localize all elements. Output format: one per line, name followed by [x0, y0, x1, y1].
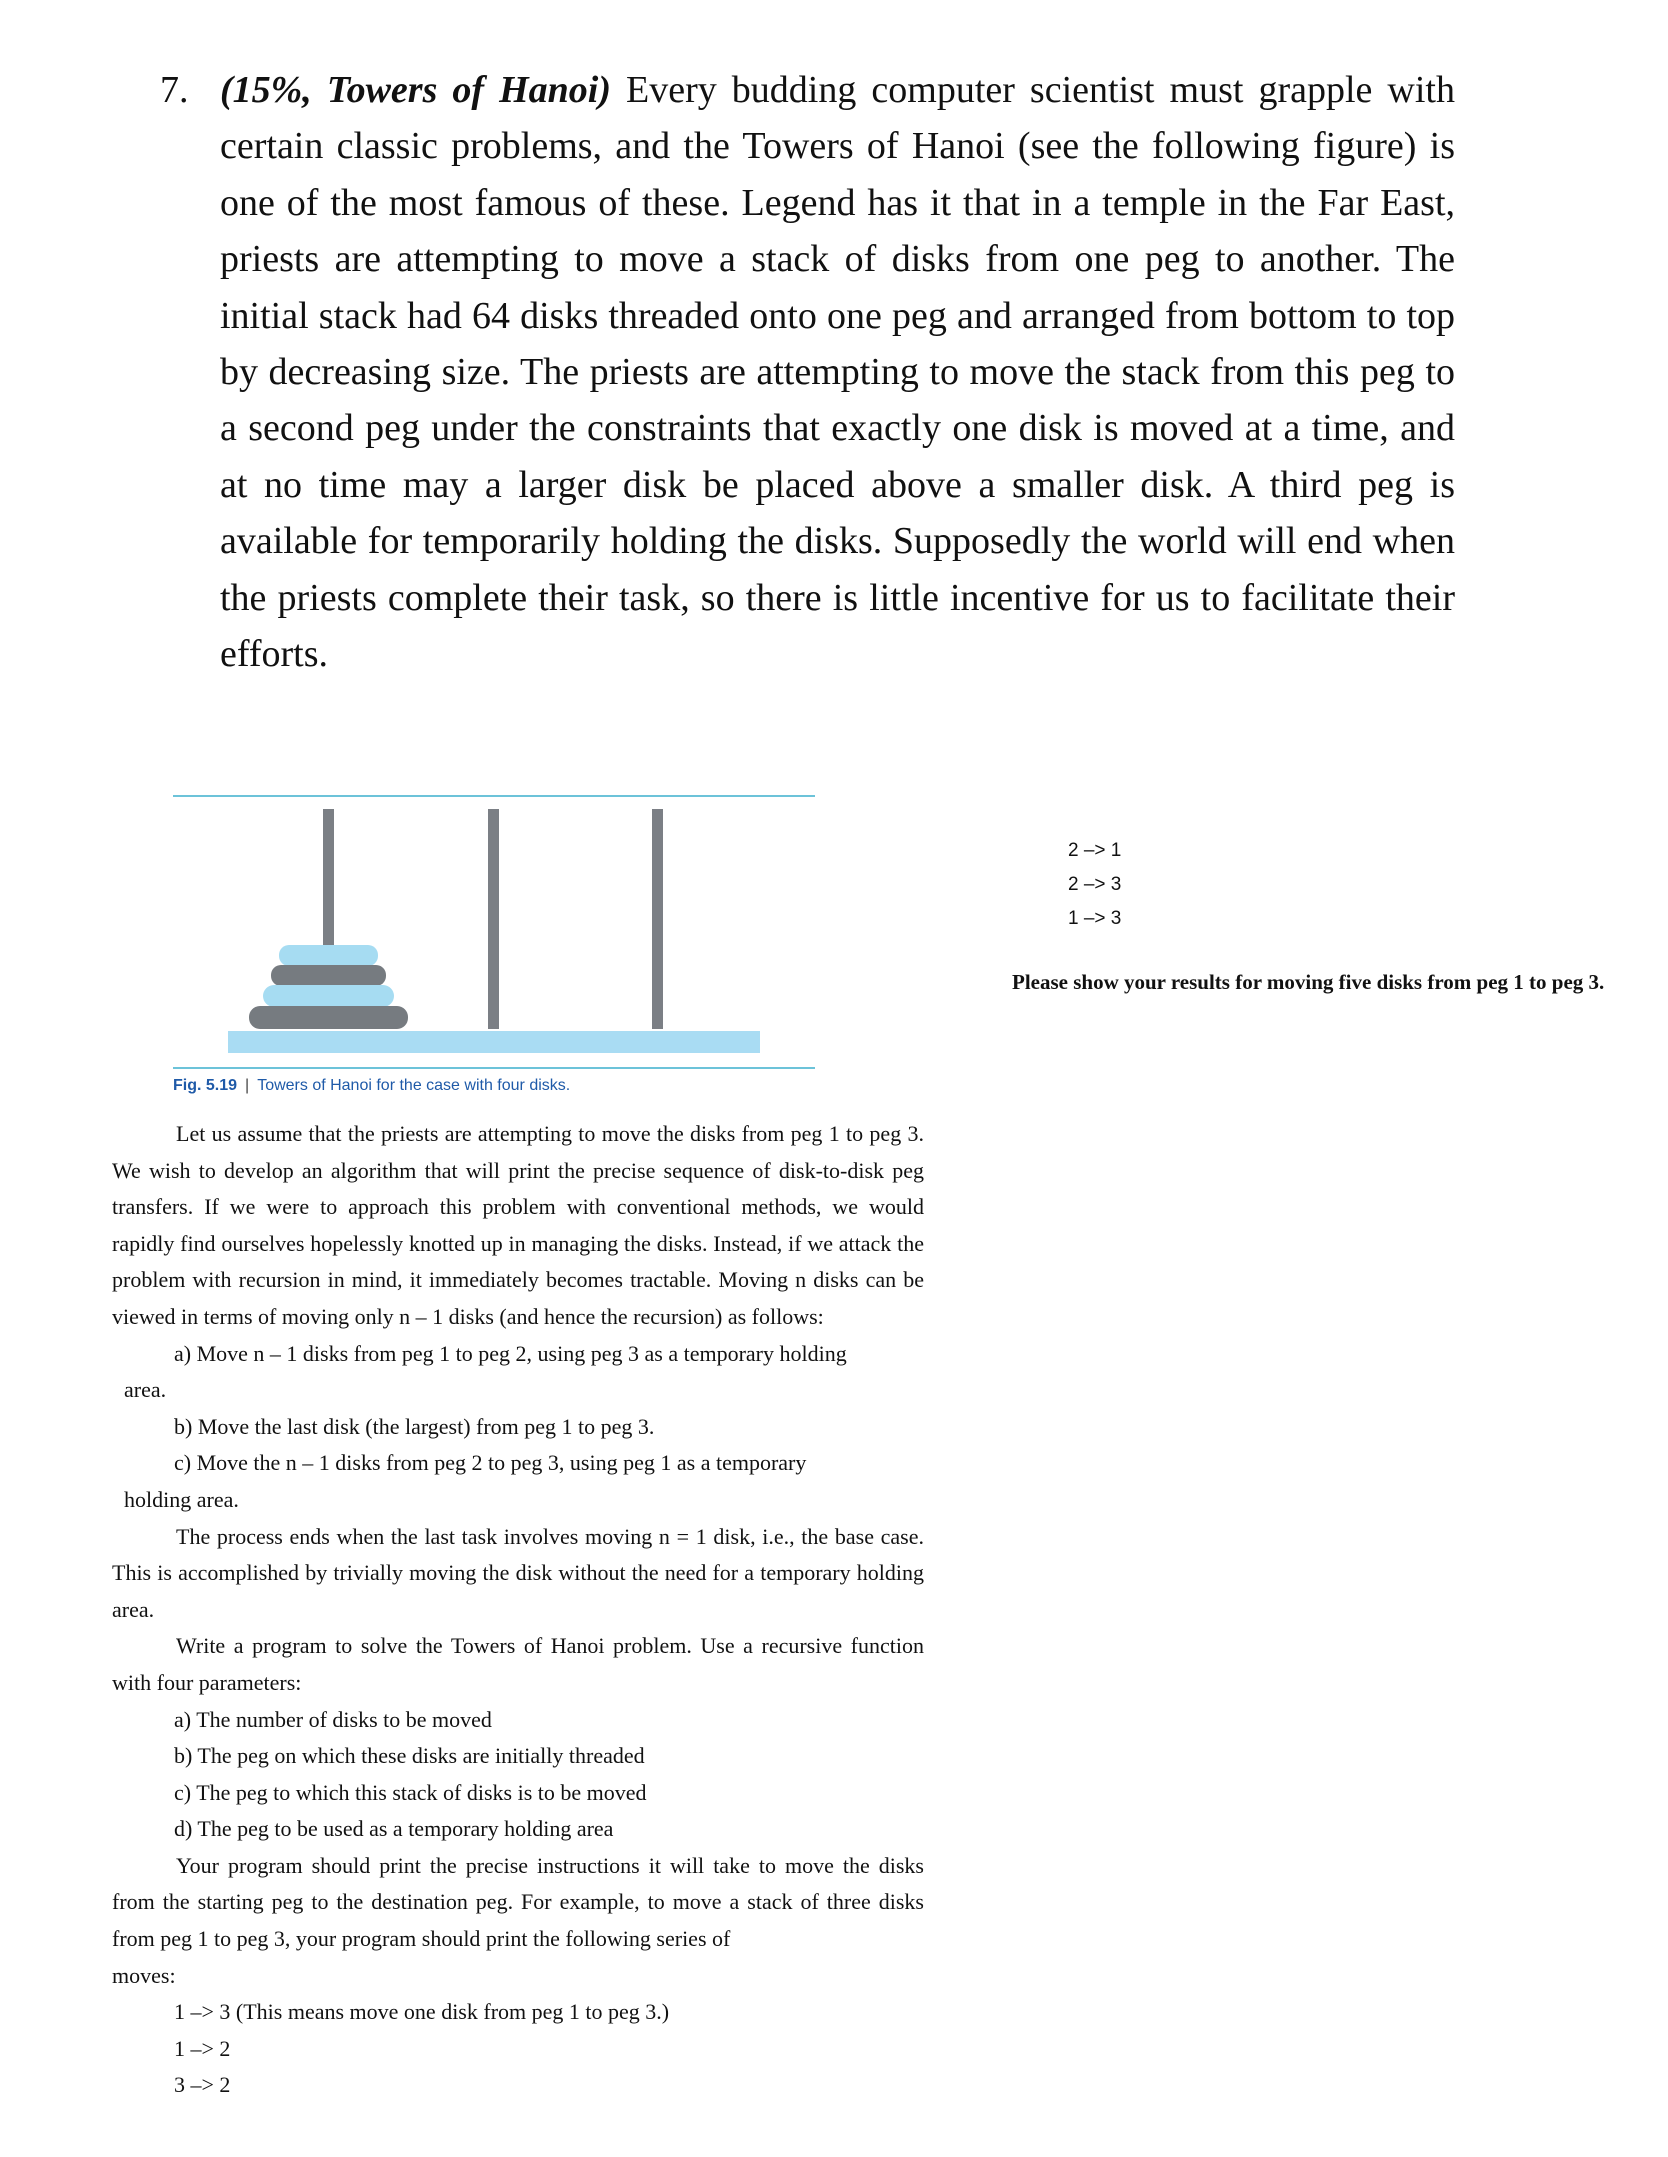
question-body: Every budding computer scientist must grapple with certain classic problems, and the Towers of Hanoi (see the following figure) is one of the most famous of these. Legend has it that in a temple in the Far East, priests are attempting to move a stack of disks from one peg to another. The initial stack had 64 disks threaded onto one peg and arranged from bottom to top by decreasing size. The priests are attempting to move the stack from this peg to a second peg under the constraints that exactly one disk is moved at a time, and at no time may a larger disk be placed above a smaller disk. A third peg is available for temporarily holding the disks. Supposedly the world will end when the priests complete their task, so there is little incentive for us to facilitate their efforts. [220, 69, 1455, 676]
example-move-1: 1 –> 3 (This means move one disk from peg 1 to peg 3.) [174, 1999, 670, 2025]
problem-body [112, 1116, 924, 2104]
towers-of-hanoi-figure [173, 795, 815, 1075]
side-move-list [1068, 834, 1121, 936]
parameter-c: c) The peg to which this stack of disks is to be moved [174, 1779, 647, 1805]
paragraph-program: Write a program to solve the Towers of Hanoi problem. Use a recursive function with four parameters: [112, 1633, 924, 1695]
paragraph-output-end: moves: [112, 1962, 176, 1988]
peg-base [228, 1031, 760, 1053]
step-c: c) Move the n – 1 disks from peg 2 to peg 3, using peg 1 as a temporary [174, 1450, 807, 1476]
disk-1 [279, 945, 378, 966]
question-number: 7. [160, 69, 189, 111]
figure-canvas [173, 795, 815, 1075]
side-move-2: 2 –> 3 [1068, 874, 1122, 895]
example-move-2: 1 –> 2 [174, 2035, 231, 2061]
step-a: a) Move n – 1 disks from peg 1 to peg 2, using peg 3 as a temporary holding [174, 1340, 847, 1366]
caption-text: Towers of Hanoi for the case with four disks. [257, 1077, 571, 1094]
disk-3 [263, 985, 394, 1007]
peg-2 [488, 809, 499, 1029]
caption-separator: | [245, 1077, 250, 1094]
step-b: b) Move the last disk (the largest) from peg 1 to peg 3. [174, 1413, 655, 1439]
parameter-d: d) The peg to be used as a temporary holding area [174, 1816, 614, 1842]
paragraph-base-case: The process ends when the last task involves moving n = 1 disk, i.e., the base case. This is accomplished by trivially moving the disk without the need for a temporary holding area. [112, 1523, 924, 1622]
step-a-continued: area. [124, 1377, 167, 1403]
instruction-note: Please show your results for moving five disks from peg 1 to peg 3. [1012, 970, 1605, 994]
question-tag: (15%, Towers of Hanoi) [220, 69, 611, 111]
peg-3 [652, 809, 663, 1029]
side-move-1: 2 –> 1 [1068, 840, 1122, 861]
disk-4 [249, 1006, 408, 1029]
parameter-b: b) The peg on which these disks are initially threaded [174, 1743, 645, 1769]
question-text [220, 62, 1455, 682]
disk-2 [271, 965, 386, 986]
paragraph-output: Your program should print the precise instructions it will take to move the disks from the starting peg to the destination peg. For example, to move a stack of three disks from peg 1 to peg 3, your program should print the following series of [112, 1852, 924, 1952]
caption-label: Fig. 5.19 [173, 1077, 238, 1094]
paragraph-assumption: Let us assume that the priests are attempting to move the disks from peg 1 to peg 3. We wish to develop an algorithm that will print the precise sequence of disk-to-disk peg transfers. If we were to approach this problem with conventional methods, we would rapidly find ourselves hopelessly knotted up in managing the disks. Instead, if we attack the problem with recursion in mind, it immediately becomes tractable. Moving n disks can be viewed in terms of moving only n – 1 disks (and hence the recursion) as follows: [112, 1121, 924, 1329]
parameter-a: a) The number of disks to be moved [174, 1706, 492, 1732]
example-move-3: 3 –> 2 [174, 2072, 231, 2098]
step-c-continued: holding area. [124, 1486, 239, 1512]
figure-caption [173, 1077, 570, 1095]
side-move-3: 1 –> 3 [1068, 908, 1122, 929]
